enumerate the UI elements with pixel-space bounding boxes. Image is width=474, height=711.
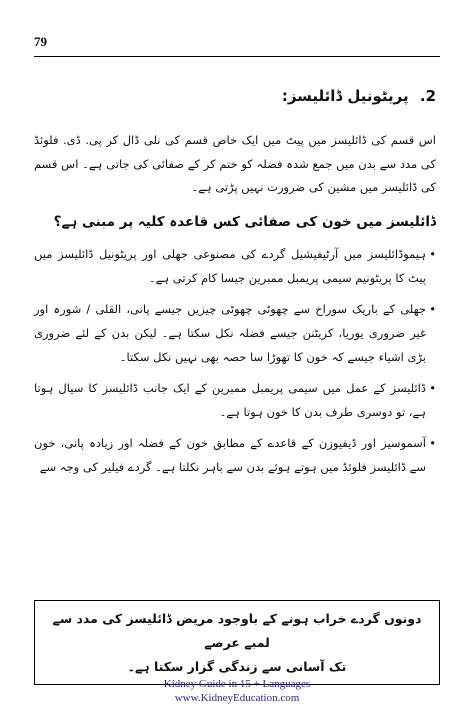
list-item: [34, 298, 436, 369]
list-item: [34, 377, 436, 424]
section-title: پریٹونیل ڈائلیسز:: [281, 87, 409, 105]
footer-title: Kidney Guide in 15 + Languages: [163, 678, 311, 690]
page-number: 79: [34, 34, 47, 49]
bullet-text: ہیموڈائلیسز میں آرٹیفیشیل گردے کی مصنوعی جھلی اور پریٹونیل ڈائلیسز میں پیٹ کا پریٹونیم سیمی پریمبل ممبرین جیسا کام کرتی ہے۔: [34, 247, 426, 285]
callout-line-1: دونوں گردے خراب ہونے کے باوجود مریض ڈائلیسز کی مدد سے لمبے عرصے: [52, 611, 422, 650]
intro-paragraph: اس قسم کی ڈائلیسز میں پیٹ میں ایک خاص قسم کی نلی ڈال کر پی. ڈی. فلوئڈ کی مدد سے بدن میں جمع شدہ فضلہ کو ختم کر کے صفائی کی جاتی ہے۔ اس قسم کی ڈائلیسز میں مشین کی ضرورت نہیں پڑتی ہے۔: [34, 133, 436, 195]
bullet-icon: •: [429, 247, 436, 262]
sub-heading: ڈائلیسز میں خون کی صفائی کس قاعدہ کلیہ پر مبنی ہے؟: [53, 213, 436, 230]
callout-line-2: تک آسانی سے زندگی گزار سکتا ہے۔: [127, 658, 347, 674]
list-item: [34, 243, 436, 290]
page-content: [34, 66, 436, 487]
list-item: [34, 432, 436, 479]
bullet-icon: •: [429, 302, 436, 317]
bullet-text: جھلی کے باریک سوراخ سے چھوٹی چھوٹی چیزیں جیسے پانی، القلی / شورہ اور غیر ضروری یوریا، کریٹنن جیسے فضلہ نکل سکتا ہے۔ لیکن بدن کے لئے ضروری بڑی اشیاء جیسے کہ خون کا تھوڑا سا حصہ بھی نہیں نکل سکتا۔: [34, 302, 426, 364]
bullet-text: آسموسیز اور ڈیفیوزن کے قاعدے کے مطابق خون کے فضلہ اور زیادہ پانی، خون سے ڈائلیسز فلوئڈ میں ہوتے ہوئے بدن سے باہر نکلتا ہے۔ گردے فیلیر کی وجہ سے: [34, 436, 426, 474]
bullet-text: ڈائلیسز کے عمل میں سیمی پریمبل ممبرین کے ایک جانب ڈائلیسز کا سیال ہوتا ہے، تو دوسری طرف بدن کا خون ہوتا ہے۔: [34, 381, 426, 419]
page-footer: [0, 677, 474, 706]
section-heading: [34, 86, 436, 107]
bullet-icon: •: [429, 381, 436, 396]
section-number: 2.: [419, 87, 436, 105]
footer-website: www.KidneyEducation.com: [174, 692, 300, 705]
callout-box: [34, 600, 440, 685]
header-rule: [34, 56, 440, 57]
bullet-icon: •: [429, 436, 436, 451]
